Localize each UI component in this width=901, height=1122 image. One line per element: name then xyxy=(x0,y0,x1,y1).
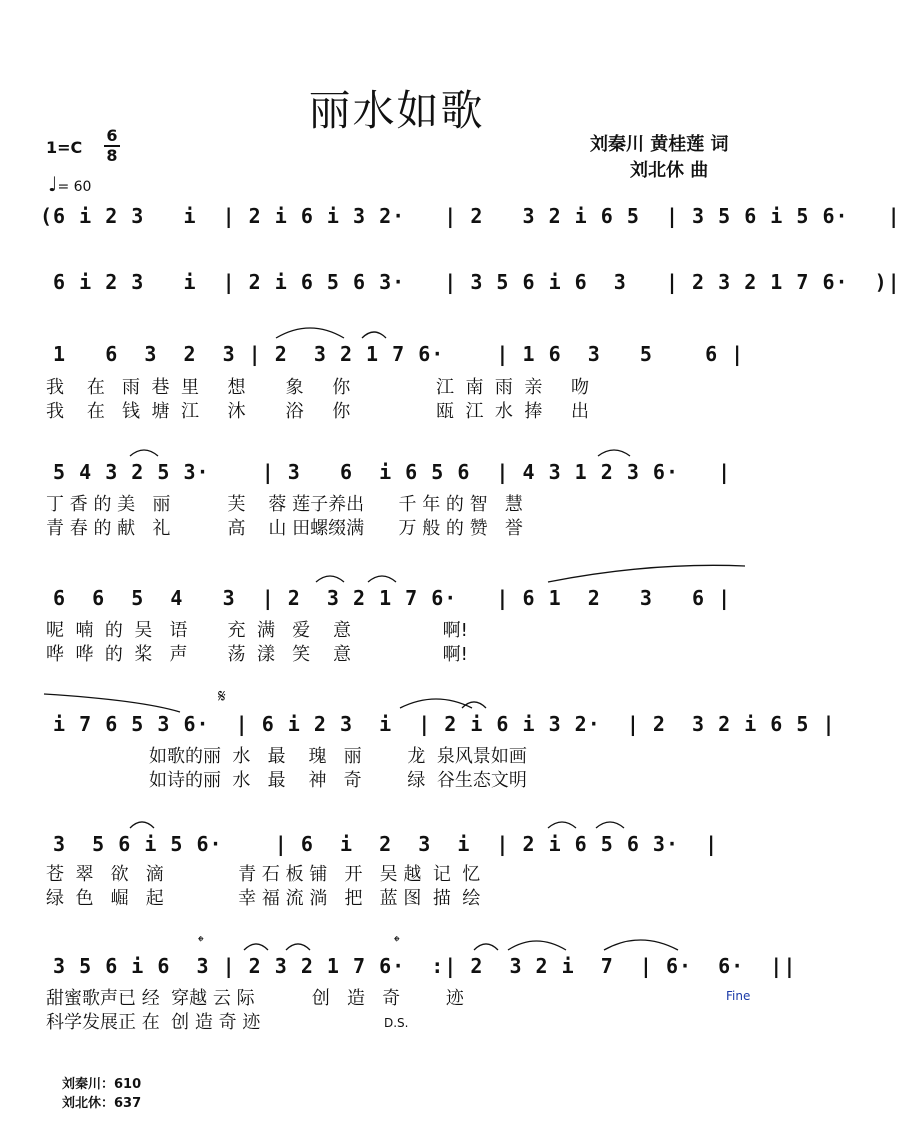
slur-4 xyxy=(598,450,630,456)
tempo-value: = 60 xyxy=(57,179,92,195)
system-3-lyric-verse-2: 我 在 钱 塘 江 沐 浴 你 瓯 江 水 捧 出 xyxy=(46,401,589,422)
slur-11 xyxy=(130,822,154,828)
system-5-notation: 6 6 5 4 3 | 2 3 2 1 7 6· | 6 1 2 3 6 | xyxy=(40,586,732,610)
composer-credit: 刘北休 曲 xyxy=(630,160,709,181)
slur-7 xyxy=(548,565,745,582)
system-4-notation: 5 4 3 2 5 3· | 3 6 i 6 5 6 | 4 3 1 2 3 6· | xyxy=(40,460,732,484)
slur-16 xyxy=(474,944,498,950)
system-3-lyric-verse-1: 我 在 雨 巷 里 想 象 你 江 南 雨 亲 吻 xyxy=(46,377,589,398)
slur-17 xyxy=(508,941,566,950)
slur-18 xyxy=(604,940,678,950)
coda-icon-2: 𝄌 xyxy=(394,932,400,951)
ds-marking: D.S. xyxy=(384,1016,409,1030)
coda-icon-1: 𝄌 xyxy=(198,932,204,951)
system-4-lyric-verse-1: 丁 香 的 美 丽 芙 蓉 莲子养出 千 年 的 智 慧 xyxy=(46,494,523,515)
system-4-lyric-verse-2: 青 春 的 献 礼 高 山 田螺缀满 万 般 的 赞 誉 xyxy=(46,518,523,539)
system-8-lyric-verse-2: 科学发展正 在 创 造 奇 迹 xyxy=(46,1012,261,1033)
system-7-lyric-verse-2: 绿 色 崛 起 幸 福 流 淌 把 蓝 图 描 绘 xyxy=(46,888,481,909)
song-title: 丽水如歌 xyxy=(308,86,485,135)
system-6-lyric-verse-2: 如诗的丽 水 最 神 奇 绿 谷生态文明 xyxy=(46,770,527,791)
time-denominator: 8 xyxy=(106,146,118,165)
slur-10 xyxy=(462,702,486,708)
slur-9 xyxy=(400,699,472,708)
fine-marking: Fine xyxy=(726,989,751,1003)
system-2-notation: 6 i 2 3 i | 2 i 6 5 6 3· | 3 5 6 i 6 3 | 2 3 2 1 7 6· )| xyxy=(40,270,901,294)
slur-6 xyxy=(368,576,396,582)
system-8-lyric-verse-1: 甜蜜歌声已 经 穿越 云 际 创 造 奇 迹 xyxy=(46,988,464,1009)
footer-contact-2: 刘北休：637 xyxy=(62,1096,142,1111)
system-8-notation: 3 5 6 i 6 3 | 2 3 2 1 7 6· :| 2 3 2 i 7 | 6· 6· || xyxy=(40,954,797,978)
system-3-notation: 1 6 3 2 3 | 2 3 2 1 7 6· | 1 6 3 5 6 | xyxy=(40,342,745,366)
slur-14 xyxy=(244,944,268,950)
slur-3 xyxy=(130,450,158,456)
slur-13 xyxy=(596,822,624,828)
system-7-lyric-verse-1: 苍 翠 欲 滴 青 石 板 铺 开 吴 越 记 忆 xyxy=(46,864,481,885)
slur-8 xyxy=(44,694,180,712)
slur-12 xyxy=(548,822,576,828)
slur-1 xyxy=(276,328,344,338)
time-numerator: 6 xyxy=(106,126,118,145)
segno-icon: 𝄋 xyxy=(218,686,226,707)
system-6-notation: i 7 6 5 3 6· | 6 i 2 3 i | 2 i 6 i 3 2· | 2 3 2 i 6 5 | xyxy=(40,712,836,736)
system-6-lyric-verse-1: 如歌的丽 水 最 瑰 丽 龙 泉风景如画 xyxy=(46,746,527,767)
system-1-notation: (6 i 2 3 i | 2 i 6 i 3 2· | 2 3 2 i 6 5 | 3 5 6 i 5 6· | xyxy=(40,204,901,228)
system-5-lyric-verse-1: 呢 喃 的 吴 语 充 满 爱 意 啊! xyxy=(46,620,468,641)
slur-5 xyxy=(316,576,344,582)
slur-15 xyxy=(286,944,310,950)
system-5-lyric-verse-2: 哗 哗 的 桨 声 荡 漾 笑 意 啊! xyxy=(46,644,468,665)
slur-2 xyxy=(362,332,386,338)
footer-contact-1: 刘秦川：610 xyxy=(62,1077,142,1092)
system-7-notation: 3 5 6 i 5 6· | 6 i 2 3 i | 2 i 6 5 6 3· | xyxy=(40,832,719,856)
quarter-note-icon: ♩ xyxy=(48,172,58,196)
lyricist-credit: 刘秦川 黄桂莲 词 xyxy=(590,134,729,155)
key-signature: 1=C xyxy=(46,138,83,157)
